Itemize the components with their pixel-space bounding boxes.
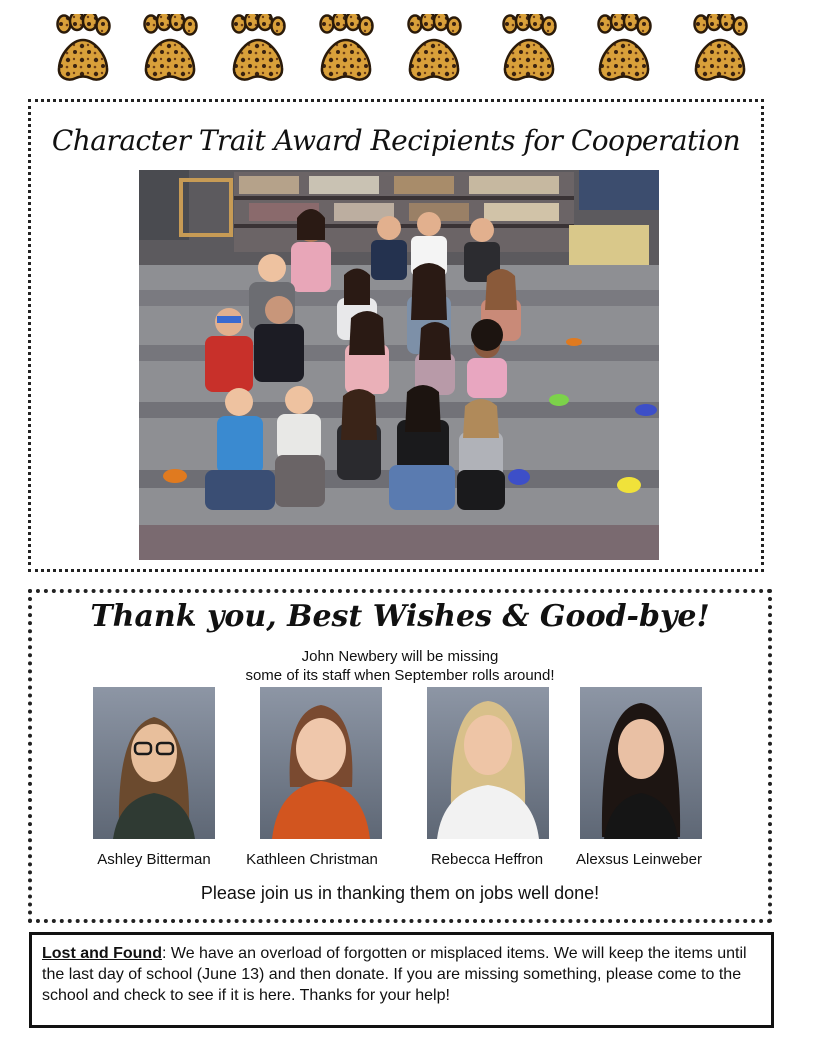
closing-message: Please join us in thanking them on jobs well done! — [200, 883, 600, 903]
lost-and-found-body: : We have an overload of forgotten or misplaced items. We will keep the items until the last day of school (June 13) and then donate. If you are missing something, please come to the school and check to see if it is here. Thanks for your help! — [42, 945, 747, 1004]
lost-and-found-heading: Lost and Found — [42, 945, 162, 962]
paw-icon — [313, 14, 379, 86]
award-title: Character Trait Award Recipients for Cooperation — [51, 124, 741, 157]
paw-icon — [401, 14, 467, 86]
staff-name: Kathleen Christman — [246, 851, 378, 868]
staff-name: Alexsus Leinweber — [576, 851, 702, 868]
staff-portrait — [93, 687, 215, 839]
farewell-section — [28, 589, 772, 923]
paw-icon — [50, 14, 116, 86]
farewell-title: Thank you, Best Wishes & Good-bye! — [90, 599, 710, 634]
paw-icon — [137, 14, 203, 86]
staff-portrait — [580, 687, 702, 839]
intro-line-1: John Newbery will be missing — [301, 648, 499, 665]
staff-name: Ashley Bitterman — [97, 851, 211, 868]
paw-icon — [496, 14, 562, 86]
lost-and-found-box — [29, 932, 774, 1028]
staff-portrait — [260, 687, 382, 839]
group-photo — [139, 170, 659, 560]
intro-line-2: some of its staff when September rolls around! — [245, 667, 555, 684]
staff-name: Rebecca Heffron — [430, 851, 544, 868]
paw-icon — [591, 14, 657, 86]
paw-print-border — [0, 14, 816, 88]
award-section — [28, 99, 764, 572]
staff-portrait — [427, 687, 549, 839]
farewell-intro — [32, 647, 768, 685]
paw-icon — [687, 14, 753, 86]
paw-icon — [225, 14, 291, 86]
